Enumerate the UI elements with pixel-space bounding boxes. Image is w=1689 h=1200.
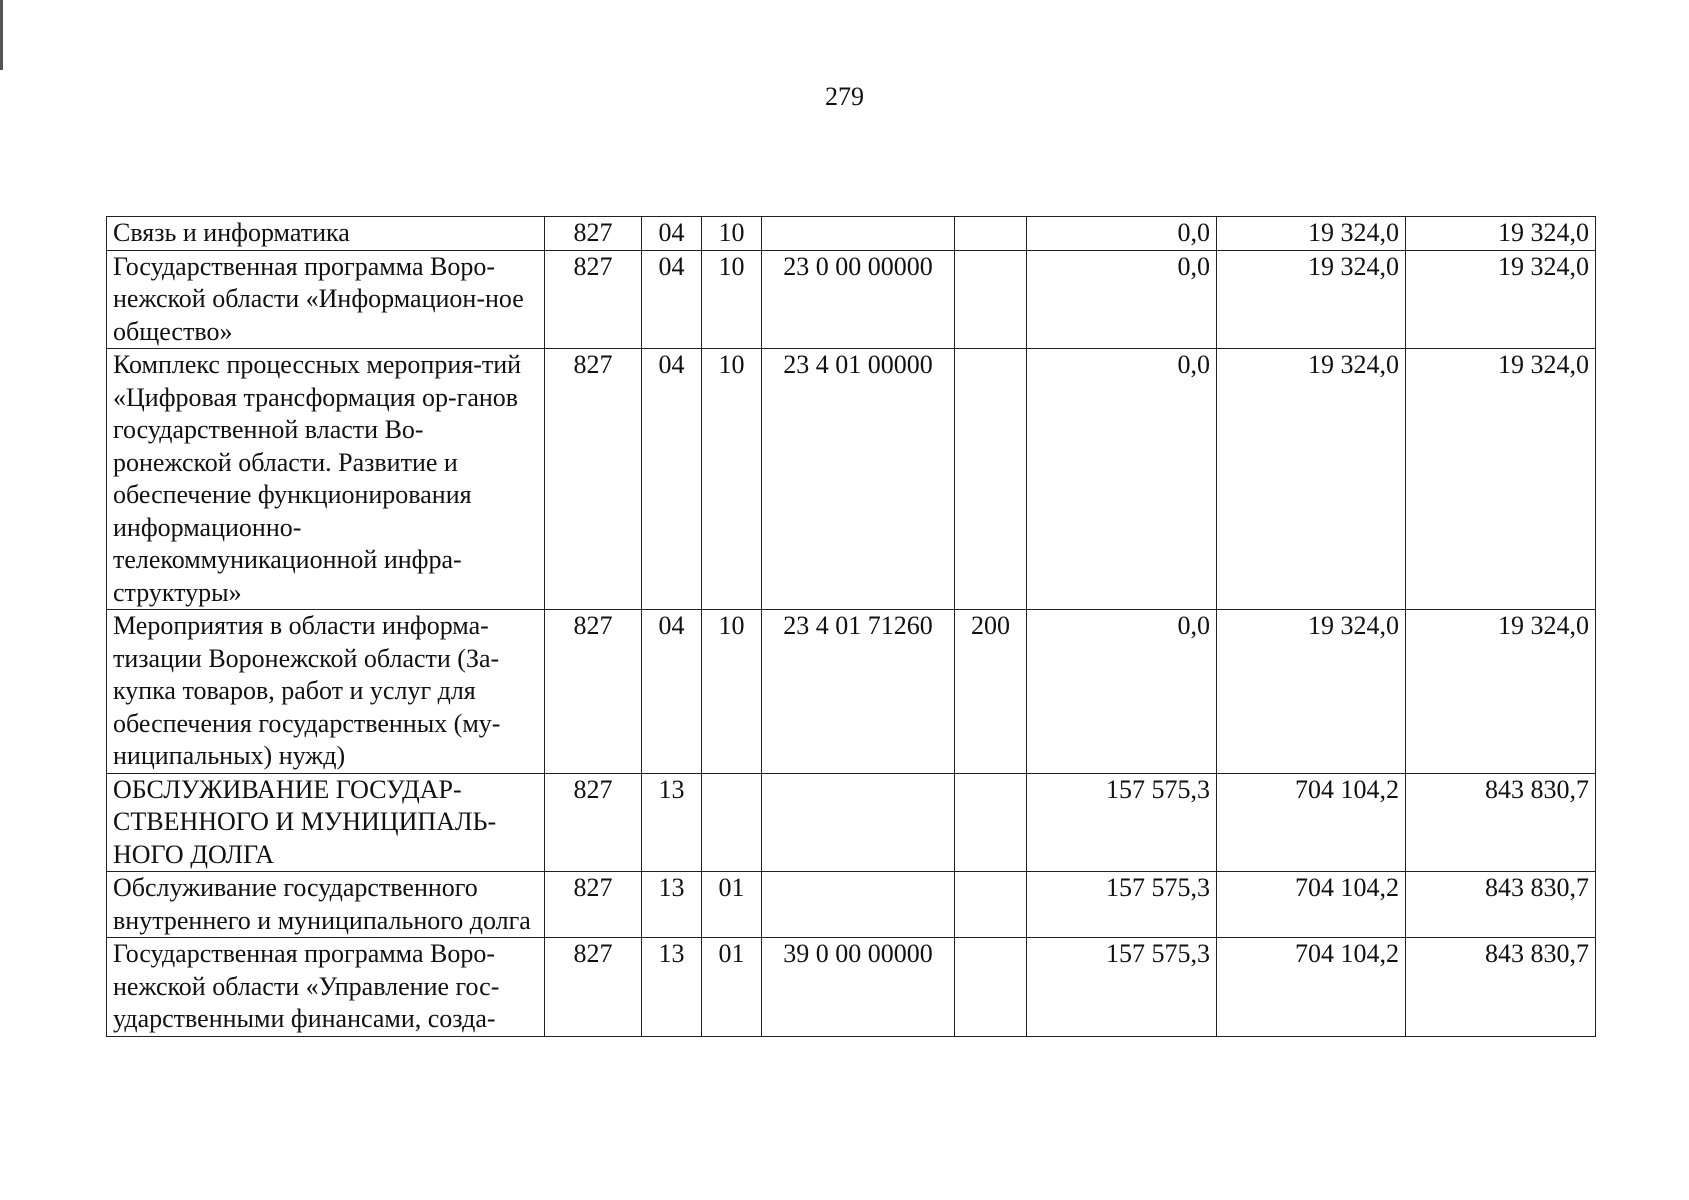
section-code-cell: 04 — [642, 250, 702, 349]
amount-cell-2: 19 324,0 — [1217, 217, 1406, 251]
row-name-cell: Обслуживание государственного внутреннего и муниципального долга — [107, 872, 545, 938]
target-article-cell: 39 0 00 00000 — [762, 938, 955, 1037]
target-article-cell — [762, 217, 955, 251]
expense-type-cell — [955, 250, 1027, 349]
target-article-cell: 23 4 01 71260 — [762, 610, 955, 774]
subsection-code-cell: 10 — [702, 217, 762, 251]
expense-type-cell — [955, 773, 1027, 872]
amount-cell-3: 19 324,0 — [1406, 250, 1596, 349]
grbs-code-cell: 827 — [545, 217, 642, 251]
amount-cell-2: 704 104,2 — [1217, 773, 1406, 872]
expense-type-cell — [955, 872, 1027, 938]
amount-cell-3: 843 830,7 — [1406, 938, 1596, 1037]
row-name-cell: Комплекс процессных мероприя-тий «Цифровая трансформация ор-ганов государственной власти Во-ронежской области. Развитие и обеспечение функционирования информационно-телекоммуникационной инфра-структуры» — [107, 349, 545, 610]
target-article-cell — [762, 773, 955, 872]
amount-cell-3: 19 324,0 — [1406, 610, 1596, 774]
section-code-cell: 13 — [642, 872, 702, 938]
subsection-code-cell — [702, 773, 762, 872]
amount-cell-1: 0,0 — [1027, 610, 1217, 774]
amount-cell-1: 157 575,3 — [1027, 938, 1217, 1037]
subsection-code-cell: 01 — [702, 938, 762, 1037]
table-row — [107, 773, 1596, 872]
grbs-code-cell: 827 — [545, 250, 642, 349]
section-code-cell: 13 — [642, 938, 702, 1037]
amount-cell-2: 19 324,0 — [1217, 250, 1406, 349]
amount-cell-1: 0,0 — [1027, 250, 1217, 349]
amount-cell-1: 0,0 — [1027, 349, 1217, 610]
section-code-cell: 04 — [642, 217, 702, 251]
row-name-cell: Мероприятия в области информа-тизации Воронежской области (За-купка товаров, работ и услуг для обеспечения государственных (му-ниципальных) нужд) — [107, 610, 545, 774]
table-row — [107, 349, 1596, 610]
budget-table-body — [107, 217, 1596, 1037]
row-name-cell: Государственная программа Воро-нежской области «Информацион-ное общество» — [107, 250, 545, 349]
subsection-code-cell: 10 — [702, 610, 762, 774]
table-row — [107, 872, 1596, 938]
grbs-code-cell: 827 — [545, 938, 642, 1037]
grbs-code-cell: 827 — [545, 872, 642, 938]
expense-type-cell — [955, 938, 1027, 1037]
section-code-cell: 04 — [642, 610, 702, 774]
row-name-cell: Государственная программа Воро-нежской области «Управление гос-ударственными финансами, созда- — [107, 938, 545, 1037]
row-name-cell: ОБСЛУЖИВАНИЕ ГОСУДАР-СТВЕННОГО И МУНИЦИПАЛЬ-НОГО ДОЛГА — [107, 773, 545, 872]
grbs-code-cell: 827 — [545, 349, 642, 610]
amount-cell-3: 19 324,0 — [1406, 217, 1596, 251]
amount-cell-1: 157 575,3 — [1027, 872, 1217, 938]
row-name-cell: Связь и информатика — [107, 217, 545, 251]
table-row — [107, 250, 1596, 349]
expense-type-cell: 200 — [955, 610, 1027, 774]
amount-cell-2: 704 104,2 — [1217, 872, 1406, 938]
subsection-code-cell: 10 — [702, 349, 762, 610]
grbs-code-cell: 827 — [545, 773, 642, 872]
table-row — [107, 938, 1596, 1037]
amount-cell-3: 843 830,7 — [1406, 773, 1596, 872]
section-code-cell: 04 — [642, 349, 702, 610]
amount-cell-2: 19 324,0 — [1217, 349, 1406, 610]
amount-cell-1: 0,0 — [1027, 217, 1217, 251]
amount-cell-2: 19 324,0 — [1217, 610, 1406, 774]
grbs-code-cell: 827 — [545, 610, 642, 774]
table-row — [107, 610, 1596, 774]
expense-type-cell — [955, 217, 1027, 251]
expense-type-cell — [955, 349, 1027, 610]
table-row — [107, 217, 1596, 251]
budget-table — [106, 216, 1596, 1037]
page-number: 279 — [825, 82, 864, 111]
amount-cell-3: 843 830,7 — [1406, 872, 1596, 938]
target-article-cell: 23 4 01 00000 — [762, 349, 955, 610]
target-article-cell: 23 0 00 00000 — [762, 250, 955, 349]
amount-cell-3: 19 324,0 — [1406, 349, 1596, 610]
section-code-cell: 13 — [642, 773, 702, 872]
amount-cell-1: 157 575,3 — [1027, 773, 1217, 872]
subsection-code-cell: 10 — [702, 250, 762, 349]
amount-cell-2: 704 104,2 — [1217, 938, 1406, 1037]
subsection-code-cell: 01 — [702, 872, 762, 938]
scan-edge-mark — [0, 0, 3, 70]
target-article-cell — [762, 872, 955, 938]
